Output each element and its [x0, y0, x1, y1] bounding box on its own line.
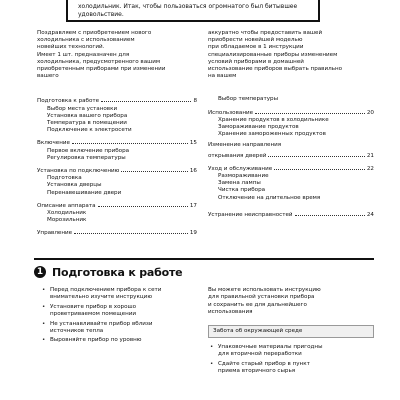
- subheading-box: Забота об окружающей среде: [208, 325, 374, 338]
- left-column: [37, 30, 197, 238]
- bullet-line: внимательно изучите инструкцию: [50, 294, 153, 301]
- toc-leader: [101, 96, 191, 102]
- toc-title: Включение: [37, 140, 70, 147]
- toc-leader: [274, 164, 365, 170]
- toc-sub: Установка дверцы: [47, 182, 102, 189]
- intro-line: Имеет 1 шт. предназначен для: [37, 51, 130, 58]
- toc-title: Изменение направления: [208, 142, 282, 149]
- intro-line: условий приборами в домашней: [208, 58, 304, 65]
- bullet-item: [40, 337, 196, 344]
- bullet-item: [208, 344, 374, 359]
- toc-page: 15: [189, 140, 197, 147]
- toc-sub: Температура в помещении: [47, 120, 127, 127]
- toc-title: Управление: [37, 230, 73, 237]
- section-title: Подготовка к работе: [52, 265, 183, 279]
- bullet-line: проветриваемом помещении: [50, 311, 136, 318]
- bullet-line: для вторичной переработки: [218, 351, 302, 358]
- top-notice-line: холодильник. Итак, чтобы пользоваться огромнатого был битывшее: [78, 3, 298, 10]
- toc-sub: Подключение к электросети: [47, 127, 132, 134]
- intro-line: Поздравляем с приобретением нового: [37, 30, 152, 36]
- bullet-line: • Выровняйте прибор по уровню: [50, 337, 142, 344]
- toc-leader: [98, 201, 188, 207]
- intro-line: холодильника, предусмотренного вашим: [37, 58, 161, 65]
- toc-sub: Чистка прибора: [218, 187, 266, 194]
- intro-left: [37, 30, 197, 80]
- toc-leader: [255, 108, 365, 114]
- toc-sub: Перенавешивание двери: [47, 189, 122, 196]
- toc-sub: Регулировка температуры: [47, 154, 126, 161]
- toc-leader: [121, 166, 188, 172]
- toc-sub: Выбор температуры: [218, 96, 278, 103]
- toc-right: [208, 96, 374, 219]
- toc-entry[interactable]: [208, 164, 374, 173]
- bullet-item: [208, 361, 374, 376]
- intro-line: аккуратно чтобы предоставить вашей: [208, 30, 323, 36]
- toc-sub: Размораживание: [218, 173, 269, 180]
- intro-line: новейших технологий.: [37, 44, 105, 51]
- toc-entry[interactable]: [37, 96, 197, 105]
- toc-entry[interactable]: [37, 138, 197, 147]
- section-heading: [34, 258, 374, 282]
- toc-leader: [72, 138, 188, 144]
- intro-line: холодильника с использованием: [37, 37, 135, 44]
- right-column: [208, 30, 374, 219]
- toc-page: 16: [189, 168, 197, 175]
- toc-sub: Выбор места установки: [47, 105, 118, 112]
- toc-leader: [295, 210, 365, 216]
- bullet-line: • Перед подключением прибора к сети: [50, 287, 162, 293]
- section-number-badge: 1: [34, 266, 46, 278]
- bullet-line: • Упаковочные материалы пригодны: [218, 344, 323, 351]
- intro-line: приобретенным приборами при изменении: [37, 66, 166, 73]
- toc-sub: Хранение замороженных продуктов: [218, 131, 326, 138]
- toc-title: Устранение неисправностей: [208, 211, 293, 218]
- toc-title: Использование: [208, 109, 254, 116]
- bullet-line: • Не устанавливайте прибор вблизи: [50, 320, 153, 327]
- body-line: для правильной установки прибора: [208, 294, 315, 301]
- intro-line: вашего: [37, 73, 59, 80]
- toc-sub: Замена лампы: [218, 180, 261, 187]
- section-right-column: [208, 287, 374, 378]
- toc-page: 17: [189, 202, 197, 209]
- toc-page: 19: [189, 230, 197, 237]
- toc-title: Установка по подключению: [37, 168, 120, 175]
- bullet-line: источников тепла: [50, 328, 104, 335]
- bullet-item: [40, 287, 196, 302]
- bullet-line: • Сдайте старый прибор в пункт: [218, 360, 310, 367]
- toc-entry[interactable]: [208, 108, 374, 117]
- intro-line: специализированные приборы изменением: [208, 51, 338, 58]
- top-notice-box: [66, 0, 320, 22]
- toc-title: Уход и обслуживание: [208, 165, 273, 172]
- toc-entry[interactable]: [208, 151, 374, 160]
- body-line: использования: [208, 309, 253, 316]
- toc-sub: Хранение продуктов в холодильнике: [218, 116, 329, 123]
- toc-sub: Замораживание продуктов: [218, 124, 299, 131]
- body-line: Вы можете использовать инструкцию: [208, 287, 321, 293]
- body-line: и сохранить ее для дальнейшего: [208, 301, 307, 308]
- toc-page: 22: [366, 165, 374, 172]
- bullet-line: • Установите прибор в хорошо: [50, 303, 137, 310]
- toc-title: открывания дверей: [208, 152, 267, 159]
- toc-leader: [268, 151, 364, 157]
- toc-page: 24: [366, 211, 374, 218]
- toc-sub: Установка вашего прибора: [47, 112, 128, 119]
- toc-entry[interactable]: [37, 228, 197, 237]
- bullet-item: [40, 321, 196, 336]
- toc-entry[interactable]: [37, 201, 197, 210]
- intro-line: использование приборов выбрать правильно: [208, 66, 343, 73]
- toc-page: 20: [366, 109, 374, 116]
- toc-title: Описание аппарата: [37, 202, 96, 209]
- toc-sub: Отключение на длительное время: [218, 194, 321, 201]
- toc-entry[interactable]: [208, 142, 374, 149]
- intro-line: при обладаемое в 1 инструкции: [208, 44, 304, 51]
- toc-left: [37, 96, 197, 237]
- section-left-column: [40, 287, 196, 347]
- toc-sub: Первое включение прибора: [47, 147, 130, 154]
- toc-page: 21: [366, 152, 374, 159]
- toc-page: 8: [193, 98, 197, 105]
- toc-sub: Холодильник: [47, 210, 87, 217]
- toc-title: Подготовка к работе: [37, 98, 100, 105]
- intro-line: приобрести новейшей моделью: [208, 37, 303, 44]
- bullet-item: [40, 304, 196, 319]
- toc-sub: Морозильник: [47, 217, 87, 224]
- top-notice-line: удовольствие.: [78, 11, 124, 18]
- bullet-line: приема вторичного сырья: [218, 368, 296, 375]
- toc-entry[interactable]: [208, 210, 374, 219]
- intro-line: на вашем: [208, 73, 237, 80]
- toc-leader: [74, 228, 188, 234]
- toc-entry[interactable]: [37, 166, 197, 175]
- intro-right: [208, 30, 374, 80]
- toc-sub: Подготовка: [47, 175, 82, 182]
